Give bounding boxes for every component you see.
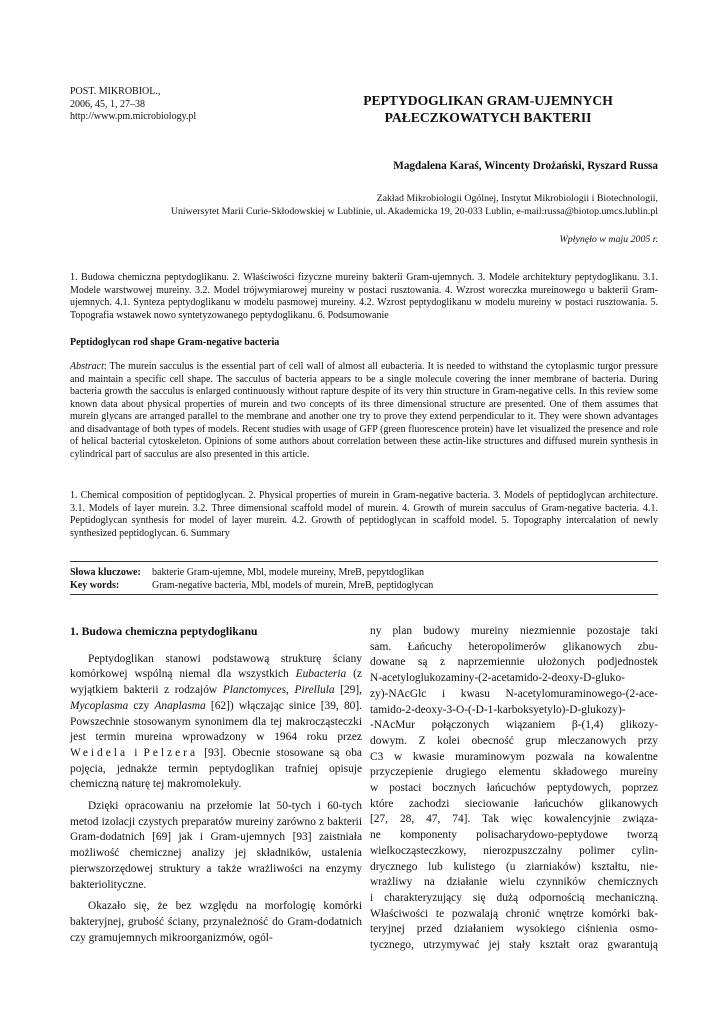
paragraph-1: Peptydoglikan stanowi podstawową strukturę ściany komórkowej wspólną niemal dla wszystkich Eubacteria (z wyjątkiem bakterii z rodzajów Planctomyces, Pirellula [29], Mycoplasma czy Anaplasma [62]) włączając sinice [39, 80]. Powszechnie stosowanym synonimem dla tej makrocząsteczki jest termin mureina wprowadzony w 1964 roku przez Weidela i Pelzera [93]. Obecnie stosowane są oba pojęcia, jednakże termin peptydoglikan trafniej opisuje chemiczną naturę tej makromolekuły.: [70, 652, 362, 791]
body-left-column: [70, 624, 362, 946]
abstract-text: : The murein sacculus is the essential part of cell wall of almost all eubacteria. It is needed to withstand the cytoplasmic turgor pressure and maintain a specific cell shape. The sacculus of bacteria appears to be a single molecule covering the inner membrane of bacteria. During bacteria growth the sacculus is enlarged continuously without rapture despite of its very thin structure in Gram-negative cells. In this review some known data about physical properties of murein and two concepts of its three dimensional structure are presented. One of them assumes that murein glycans are arranged parallel to the membrane and another one try to prove they extend perpendicular to it. They were shown advantages and disadvantage of both types of models. Recent studies with usage of GFP (green fluorescence protein) have let visualized the presence and role of helical bacterial cytoskeleton. Opinions of some authors about correlation between these actin-like structures and diffused murein synthesis in cylindrical part of sacculus are also presented in this article.: [70, 361, 658, 460]
toc-polish: 1. Budowa chemiczna peptydoglikanu. 2. Właściwości fizyczne mureiny bakterii Gram-ujemnych. 3. Modele architektury peptydoglikanu. 3.1. Modele warstwowej mureiny. 3.2. Model trójwymiarowej mureiny w postaci rusztowania. 4. Wzrost woreczka mureinowego u bakterii Gram-ujemnych. 4.1. Synteza peptydoglikanu w modelu pasmowej mureiny. 4.2. Wzrost peptydoglikanu w modelu mureiny w postaci rusztowania. 5. Topografia wstawek nowo syntetyzowanego peptydoglikanu. 6. Podsumowanie: [70, 272, 658, 321]
right-line: dowym. Z kolei obecność grup mleczanowych przy: [370, 734, 658, 747]
right-line: przyczepienie drugiego elementu składowego mureiny: [370, 766, 658, 779]
authors: Magdalena Karaś, Wincenty Drożański, Ryszard Russa: [393, 160, 658, 172]
right-line: sam. Łańcuchy heteropolimerów glikanowych zbu-: [370, 640, 658, 653]
right-line: Właściwości te pozwalają chronić wnętrze komórki bak-: [370, 907, 658, 920]
keywords-en-label: Key words:: [70, 579, 120, 591]
right-line: tycznego, utrzymywać jej stały kształt oraz gwarantują: [370, 939, 658, 952]
abstract: [70, 361, 658, 461]
keywords-block: [70, 567, 658, 592]
right-line: ne komponenty polisacharydowo-peptydowe tworzą: [370, 829, 658, 842]
journal-info: [70, 86, 196, 124]
title-line-2: PAŁECZKOWATYCH BAKTERII: [384, 110, 592, 125]
keywords-en-row: [70, 580, 658, 593]
paragraph-3: Okazało się, że bez względu na morfologię komórki bakteryjnej, grubość ściany, przynależność do Gram-dodatnich czy gramujemnych mikroorganizmów, ogól-: [70, 900, 362, 944]
right-line: które zachodzi sieciowanie łańcuchów glikanowych: [370, 797, 658, 810]
english-title: Peptidoglycan rod shape Gram-negative bacteria: [70, 337, 280, 348]
keywords-bottom-rule: [70, 594, 658, 595]
body-right-column: [370, 624, 658, 954]
keywords-en-value: Gram-negative bacteria, Mbl, models of murein, MreB, peptidoglycan: [152, 579, 434, 591]
keywords-pl-value: bakterie Gram-ujemne, Mbl, modele mureiny, MreB, pepytdoglikan: [152, 567, 425, 578]
journal-url: http://www.pm.microbiology.pl: [70, 111, 197, 122]
abstract-label: Abstract: [70, 361, 104, 372]
right-line: dowane są z naprzemiennie ułożonych podjednostek: [370, 656, 658, 669]
right-line: teryjnej przed działaniem wysokiego ciśnienia osmo-: [370, 923, 658, 936]
right-line: [27, 28, 47, 74]. Tak więc kowalencyjnie związa-: [370, 813, 658, 826]
journal-name: POST. MIKROBIOL.,: [70, 86, 161, 97]
right-line: zy)-NAcGlc i kwasu N-acetylomuraminowego-(2-ace-: [370, 687, 658, 700]
right-line: tamido-2-deoxy-3-O-(-D-1-karboksyetylo)-D-glukozy)-: [370, 703, 626, 716]
right-line: N-acetyloglukozaminy-(2-acetamido-2-deoxy-D-gluko-: [370, 672, 625, 685]
right-line: wielkocząsteczkowy, nierozpuszczalny polimer cylin-: [370, 844, 658, 857]
section-heading: 1. Budowa chemiczna peptydoglikanu: [70, 625, 258, 638]
right-line: i charakteryzujący się dużą odpornością mechaniczną.: [370, 891, 658, 904]
right-line: w postaci bocznych łańcuchów peptydowych, poprzez: [370, 782, 658, 795]
journal-volume: 2006, 45, 1, 27–38: [70, 98, 145, 110]
right-line: ny plan budowy mureiny niezmiennie pozostaje taki: [370, 625, 658, 637]
article-title: [318, 92, 658, 126]
right-line: C3 w kwasie muraminowym pozwala na kowalentne: [370, 750, 658, 763]
toc-english: 1. Chemical composition of peptidoglycan. 2. Physical properties of murein in Gram-negative bacteria. 3. Models of peptidoglycan architecture. 3.1. Models of layer murein. 3.2. Three dimensional scaffold model of murein. 4. Growth of murein sacculus of Gram-negative bacteria. 4.1. Peptidoglycan synthesis for model of layer murein. 4.2. Growth of peptidoglycan in scaffold model. 5. Topography intercalation of newly synthesized peptidoglycan. 6. Summary: [70, 490, 658, 539]
affiliation-line-2: Uniwersytet Marii Curie-Skłodowskiej w Lublinie, ul. Akademicka 19, 20-033 Lublin, e-mail:russa@biotop.umcs.lublin.pl: [170, 206, 658, 217]
title-line-1: PEPTYDOGLIKAN GRAM-UJEMNYCH: [363, 93, 613, 108]
affiliation: [70, 192, 658, 218]
keywords-pl-label: Słowa kluczowe:: [70, 567, 141, 578]
affiliation-line-1: Zakład Mikrobiologii Ogólnej, Instytut Mikrobiologii i Biotechnologii,: [376, 193, 658, 204]
received-date: Wpłynęło w maju 2005 r.: [559, 234, 658, 245]
keywords-pl-row: [70, 567, 658, 580]
right-line: wrażliwy na działanie wielu czynników chemicznych: [370, 876, 658, 889]
keywords-top-rule: [70, 561, 658, 562]
right-line: drycznego lub kulistego (u ziarniaków) kształtu, nie-: [370, 860, 658, 873]
paragraph-2: Dzięki opracowaniu na przełomie lat 50-tych i 60-tych metod izolacji czystych preparatów mureiny zarówno z bakterii Gram-dodatnich [69] jak i Gram-ujemnych [93] zaistniała możliwość chemicznej analizy jej składników, ustalenia pierwszorzędowej struktury a także wrażliwości na enzymy bakteriolityczne.: [70, 800, 362, 891]
right-line: -NAcMur połączonych wiązaniem β-(1,4) glikozy-: [370, 719, 658, 732]
